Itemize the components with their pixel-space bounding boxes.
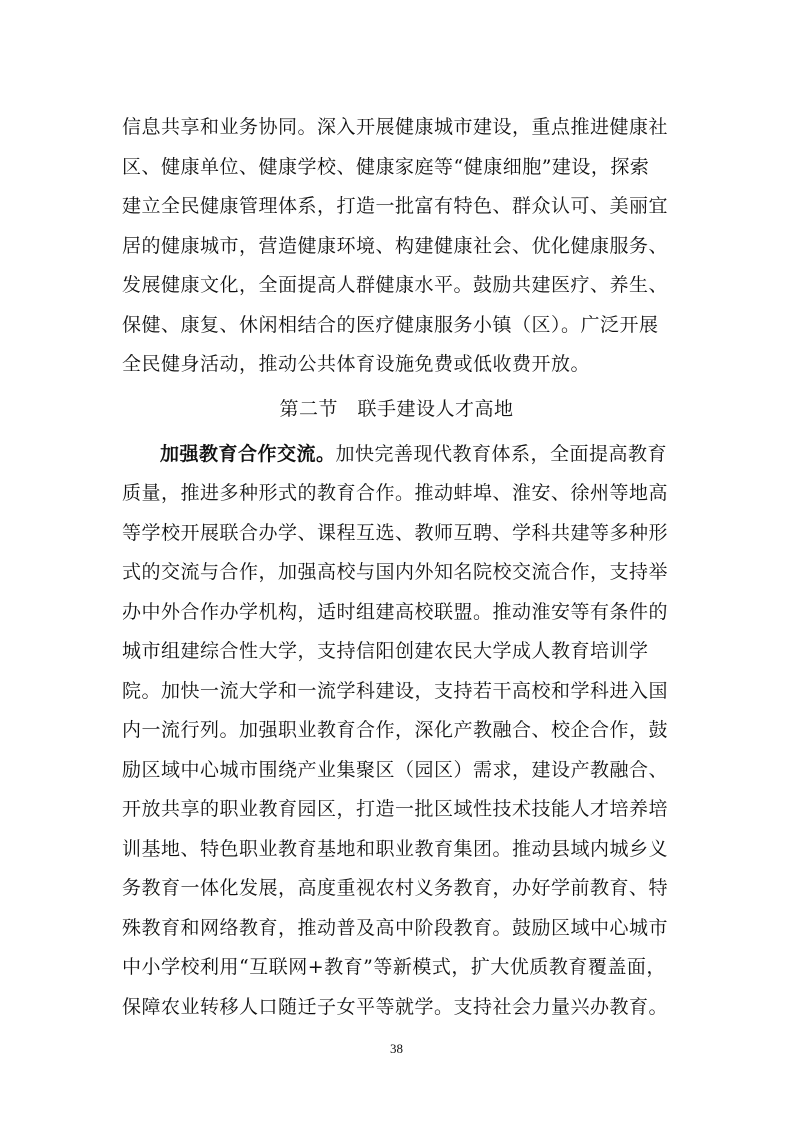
- text-line: 等学校开展联合办学、课程互选、教师互聘、学科共建等多种形: [122, 522, 669, 544]
- text-line: 发展健康文化，全面提高人群健康水平。鼓励共建医疗、养生、: [122, 274, 669, 296]
- text-line: 院。加快一流大学和一流学科建设，支持若干高校和学科进入国: [122, 680, 669, 702]
- text-line: 建立全民健康管理体系，打造一批富有特色、群众认可、美丽宜: [122, 195, 669, 217]
- text-line: 式的交流与合作，加强高校与国内外知名院校交流合作，支持举: [122, 561, 669, 583]
- text-line: 中小学校利用“互联网+教育”等新模式，扩大优质教育覆盖面，: [122, 956, 666, 978]
- text-line: 城市组建综合性大学，支持信阳创建农民大学成人教育培训学: [122, 640, 649, 662]
- page-number: 38: [390, 1041, 403, 1056]
- lead-heading: 加强教育合作交流。: [160, 443, 336, 465]
- text-line: 保健、康复、休闲相结合的医疗健康服务小镇（区）。广泛开展: [122, 314, 659, 336]
- text-line: 质量，推进多种形式的教育合作。推动蚌埠、淮安、徐州等地高: [122, 482, 669, 504]
- text-line-first: [160, 440, 672, 468]
- lead-text: 加快完善现代教育体系，全面提高教育: [335, 443, 668, 465]
- text-line: 务教育一体化发展，高度重视农村义务教育，办好学前教育、特: [122, 877, 669, 899]
- text-line: 内一流行列。加强职业教育合作，深化产教融合、校企合作，鼓: [122, 719, 669, 741]
- text-line: 殊教育和网络教育，推动普及高中阶段教育。鼓励区域中心城市: [122, 917, 669, 939]
- text-line: 训基地、特色职业教育基地和职业教育集团。推动县域内城乡义: [122, 838, 669, 860]
- text-line: 开放共享的职业教育园区，打造一批区域性技术技能人才培养培: [122, 798, 669, 820]
- text-line: 保障农业转移人口随迁子女平等就学。支持社会力量兴办教育。: [122, 996, 669, 1018]
- text-line: 全民健身活动，推动公共体育设施免费或低收费开放。: [122, 353, 591, 375]
- text-line: 励区域中心城市围绕产业集聚区（园区）需求，建设产教融合、: [122, 759, 669, 781]
- section-title: 第二节 联手建设人才高地: [279, 398, 514, 420]
- text-line: 区、健康单位、健康学校、健康家庭等“健康细胞”建设，探索: [122, 156, 650, 178]
- text-line: 办中外合作办学机构，适时组建高校联盟。推动淮安等有条件的: [122, 601, 669, 623]
- text-line: 居的健康城市，营造健康环境、构建健康社会、优化健康服务、: [122, 235, 669, 257]
- text-line: 信息共享和业务协同。深入开展健康城市建设，重点推进健康社: [122, 116, 669, 138]
